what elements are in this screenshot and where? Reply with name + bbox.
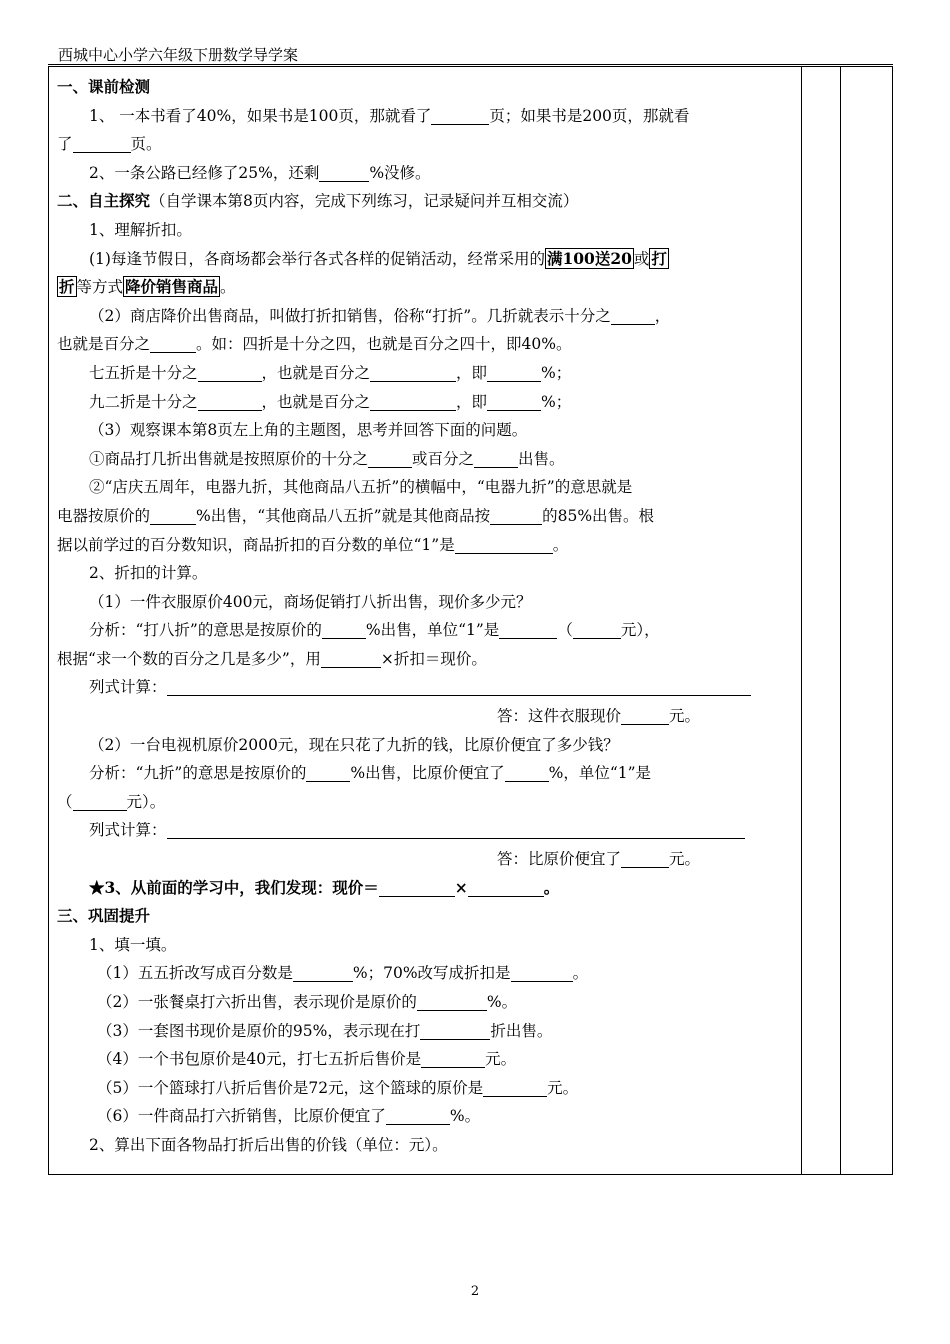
boxed-term-manjian: 满100送20 [546,248,632,268]
answer-blank[interactable] [474,449,518,468]
paragraph-line: 也就是百分之 。如：四折是十分之四，也就是百分之四十，即40%。 [57,335,572,354]
fill-line: 分析：“打八折”的意思是按原价的 %出售，单位“1”是 （ 元）， [89,621,660,640]
answer-blank[interactable] [420,1021,490,1040]
page-header-title: 西城中心小学六年级下册数学导学案 [58,46,299,64]
fill-line: 分析：“九折”的意思是按原价的 %出售，比原价便宜了 %，单位“1”是 [89,764,652,783]
answer-blank[interactable] [468,878,544,897]
paragraph-line: (1)每逢节假日，各商场都会举行各式各样的促销活动，经常采用的 满100送20 或 打 [89,248,667,268]
question-line: 2、一条公路已经修了25%，还剩 %没修。 [89,163,431,182]
answer-blank[interactable] [73,792,127,811]
subsection-title: 2、算出下面各物品打折后出售的价钱（单位：元）。 [89,1135,448,1154]
calculation-line: 列式计算： [57,673,797,702]
answer-blank[interactable] [368,449,412,468]
fill-line: 根据“求一个数的百分之几是多少”，用 ×折扣＝现价。 [57,649,487,668]
answer-blank[interactable] [490,506,542,525]
problem-statement: （2）一台电视机原价2000元，现在只花了九折的钱，比原价便宜了多少钱？ [89,735,619,754]
answer-blank[interactable] [573,620,621,639]
subsection-title: 1、理解折扣。 [89,220,192,239]
answer-blank[interactable] [487,363,541,382]
column-divider-1 [801,67,802,1174]
fill-line: 九二折是十分之 ，也就是百分之 ，即 %； [89,392,572,411]
question-line: 1、 一本书看了40%，如果书是100页，那就看了 页；如果书是200页，那就看 [89,106,690,125]
column-divider-2 [840,67,841,1174]
answer-blank[interactable] [621,706,669,725]
answer-blank[interactable] [421,1049,485,1068]
section-heading-2: 二、自主探究 [57,191,151,211]
fill-line: 据以前学过的百分数知识，商品折扣的百分数的单位“1”是 。 [57,535,569,554]
answer-blank[interactable] [198,363,262,382]
answer-blank[interactable] [370,392,456,411]
subsection-title: 2、折扣的计算。 [89,564,208,583]
section-heading-2-line [57,187,797,216]
section-heading-3: 三、巩固提升 [57,906,151,926]
answer-blank[interactable] [150,506,196,525]
answer-line: 答：比原价便宜了 元。 [497,850,701,869]
boxed-term-da: 打 [651,248,667,268]
question-line: 了 页。 [57,135,162,154]
answer-blank[interactable] [319,163,369,182]
answer-blank[interactable] [321,649,381,668]
fill-line: （2）一张餐桌打六折出售，表示现价是原价的 %。 [97,993,518,1011]
fill-line: 七五折是十分之 ，也就是百分之 ，即 %； [89,363,572,382]
fill-line: （1）五五折改写成百分数是 %；70%改写成折扣是 。 [97,964,589,983]
answer-blank[interactable] [322,620,366,639]
answer-blank[interactable] [386,1106,450,1125]
answer-line: 答：这件衣服现价 元。 [497,707,701,726]
fill-line: ①商品打几折出售就是按照原价的十分之 或百分之 出售。 [89,449,565,468]
answer-blank[interactable] [483,1078,547,1097]
answer-blank[interactable] [379,878,455,897]
fill-line: （ 元）。 [57,792,166,811]
fill-line: （5）一个篮球打八折后售价是72元，这个篮球的原价是 元。 [97,1078,579,1097]
answer-blank[interactable] [487,392,541,411]
section-note: （自学课本第8页内容，完成下列练习，记录疑问并互相交流） [150,192,579,211]
paragraph-line: （3）观察课本第8页左上角的主题图，思考并回答下面的问题。 [89,421,528,440]
boxed-term-zhe: 折 [59,277,75,297]
section-heading-1: 一、课前检测 [57,77,151,96]
answer-blank[interactable] [150,334,196,353]
answer-blank[interactable] [370,363,456,382]
answer-blank[interactable] [431,106,489,125]
answer-blank[interactable] [455,535,553,554]
answer-blank[interactable] [198,392,262,411]
subsection-title: 1、填一填。 [89,935,177,954]
answer-blank[interactable] [505,763,549,782]
paragraph-line: （2）商店降价出售商品，叫做打折扣销售，俗称“打折”。几折就表示十分之 ， [89,306,671,325]
paragraph-line: ②“店庆五周年，电器九折，其他商品八五折”的横幅中，“电器九折”的意思就是 [89,478,633,497]
answer-blank[interactable] [306,763,350,782]
worksheet-table [48,66,893,1175]
fill-line: （6）一件商品打六折销售，比原价便宜了 %。 [97,1107,481,1126]
answer-blank[interactable] [293,963,353,982]
answer-blank[interactable] [417,992,487,1011]
fill-line: 电器按原价的 %出售，“其他商品八五折”就是其他商品按 的85%出售。根 [57,506,655,525]
answer-blank[interactable] [167,820,745,839]
calculation-line: 列式计算： [57,816,797,845]
fill-line: （3）一套图书现价是原价的95%，表示现在打 折出售。 [97,1021,553,1040]
answer-blank[interactable] [499,620,557,639]
boxed-term-jiangjia: 降价销售商品 [125,277,219,297]
formula-line: ★3、从前面的学习中，我们发现：现价＝ × 。 [89,877,560,897]
page-number: 2 [470,1284,480,1299]
answer-blank[interactable] [73,134,131,153]
worksheet-content [57,73,797,1160]
answer-blank[interactable] [621,849,669,868]
paragraph-line: 折 等方式 降价销售商品 。 [59,277,236,297]
fill-line: （4）一个书包原价是40元，打七五折后售价是 元。 [97,1050,517,1069]
answer-blank[interactable] [611,306,655,325]
answer-blank[interactable] [167,677,751,696]
header-rule [48,64,893,65]
problem-statement: （1）一件衣服原价400元，商场促销打八折出售，现价多少元？ [89,592,532,611]
answer-blank[interactable] [511,963,573,982]
